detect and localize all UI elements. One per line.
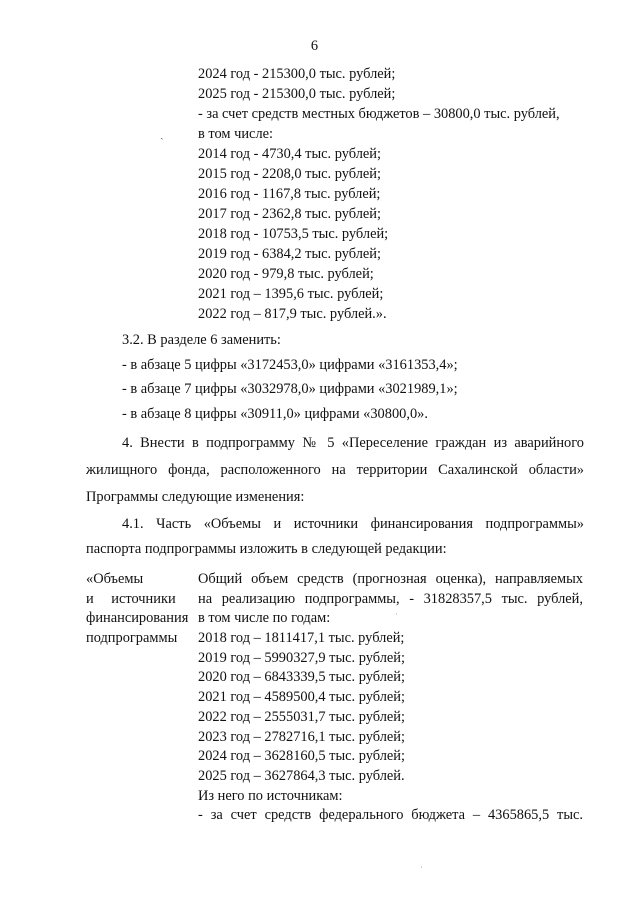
list-item: - в абзаце 8 цифры «30911,0» цифрами «30800,0». xyxy=(122,405,428,422)
text-line: 4.1. Часть «Объемы и источники финансирования подпрограммы» xyxy=(122,516,584,532)
text-line: 2019 год - 6384,2 тыс. рублей; xyxy=(198,246,381,262)
text-line: в том числе: xyxy=(198,126,274,142)
pen-mark: ˏ xyxy=(160,128,164,140)
text-line: 2023 год – 2782716,1 тыс. рублей; xyxy=(198,728,405,745)
passport-label-column xyxy=(86,570,194,649)
text-line: Общий объем средств (прогнозная оценка), направляемых xyxy=(198,571,583,587)
text-line: 2022 год – 817,9 тыс. рублей.». xyxy=(198,306,387,322)
text-line: 2018 год - 10753,5 тыс. рублей; xyxy=(198,226,389,242)
text-line: жилищного фонда, расположенного на территории Сахалинской области» xyxy=(86,462,584,478)
text-line: 4. Внести в подпрограмму № 5 «Переселение граждан из аварийного xyxy=(122,435,584,451)
text-line: 2016 год - 1167,8 тыс. рублей; xyxy=(198,186,381,202)
text-line: паспорта подпрограммы изложить в следующей редакции: xyxy=(86,541,447,557)
text-line: 2018 год – 1811417,1 тыс. рублей; xyxy=(198,630,405,647)
scan-speck: · xyxy=(395,610,398,619)
text-line: в том числе по годам: xyxy=(198,610,331,627)
list-item: - в абзаце 5 цифры «3172453,0» цифрами «3161353,4»; xyxy=(122,356,458,373)
label-line: «Объемы xyxy=(86,571,144,587)
text-line: 2024 год – 3628160,5 тыс. рублей; xyxy=(198,748,405,765)
text-line: 2024 год - 215300,0 тыс. рублей; xyxy=(198,66,396,82)
section-3-2 xyxy=(122,328,592,426)
label-line: финансирования xyxy=(86,610,189,627)
paragraph-4 xyxy=(86,430,584,511)
text-line: 2021 год – 4589500,4 тыс. рублей; xyxy=(198,689,405,706)
text-line: на реализацию подпрограммы, - 31828357,5 тыс. рублей, xyxy=(198,590,583,607)
label-line-text: и источники xyxy=(86,590,176,607)
label-line xyxy=(86,590,194,610)
text-line: - за счет средств федерального бюджета – 4365865,5 тыс. xyxy=(198,807,583,824)
text-line: Из него по источникам: xyxy=(198,787,343,804)
page-number: 6 xyxy=(310,38,319,54)
text-line: 2019 год – 5990327,9 тыс. рублей; xyxy=(198,649,405,666)
text-line: 2022 год – 2555031,7 тыс. рублей; xyxy=(198,708,405,725)
text-line: 2014 год - 4730,4 тыс. рублей; xyxy=(198,146,381,162)
text-line: 2020 год – 6843339,5 тыс. рублей; xyxy=(198,669,405,686)
text-line: 2017 год - 2362,8 тыс. рублей; xyxy=(198,206,381,222)
label-line: подпрограммы xyxy=(86,630,178,647)
funding-continuation-block xyxy=(198,64,583,324)
scan-speck: · xyxy=(420,863,423,872)
text-line: 2015 год - 2208,0 тыс. рублей; xyxy=(198,166,381,182)
passport-value-column xyxy=(198,570,583,826)
text-line: 2021 год – 1395,6 тыс. рублей; xyxy=(198,286,384,302)
text-line: Программы следующие изменения: xyxy=(86,489,305,505)
text-line: 2025 год - 215300,0 тыс. рублей; xyxy=(198,86,396,102)
text-line: 2020 год - 979,8 тыс. рублей; xyxy=(198,266,374,282)
text-line: 2025 год – 3627864,3 тыс. рублей. xyxy=(198,767,405,784)
paragraph-4-1 xyxy=(86,512,584,562)
text-line: - за счет средств местных бюджетов – 30800,0 тыс. рублей, xyxy=(198,106,560,122)
section-heading: 3.2. В разделе 6 заменить: xyxy=(122,332,281,348)
list-item: - в абзаце 7 цифры «3032978,0» цифрами «3021989,1»; xyxy=(122,381,458,397)
